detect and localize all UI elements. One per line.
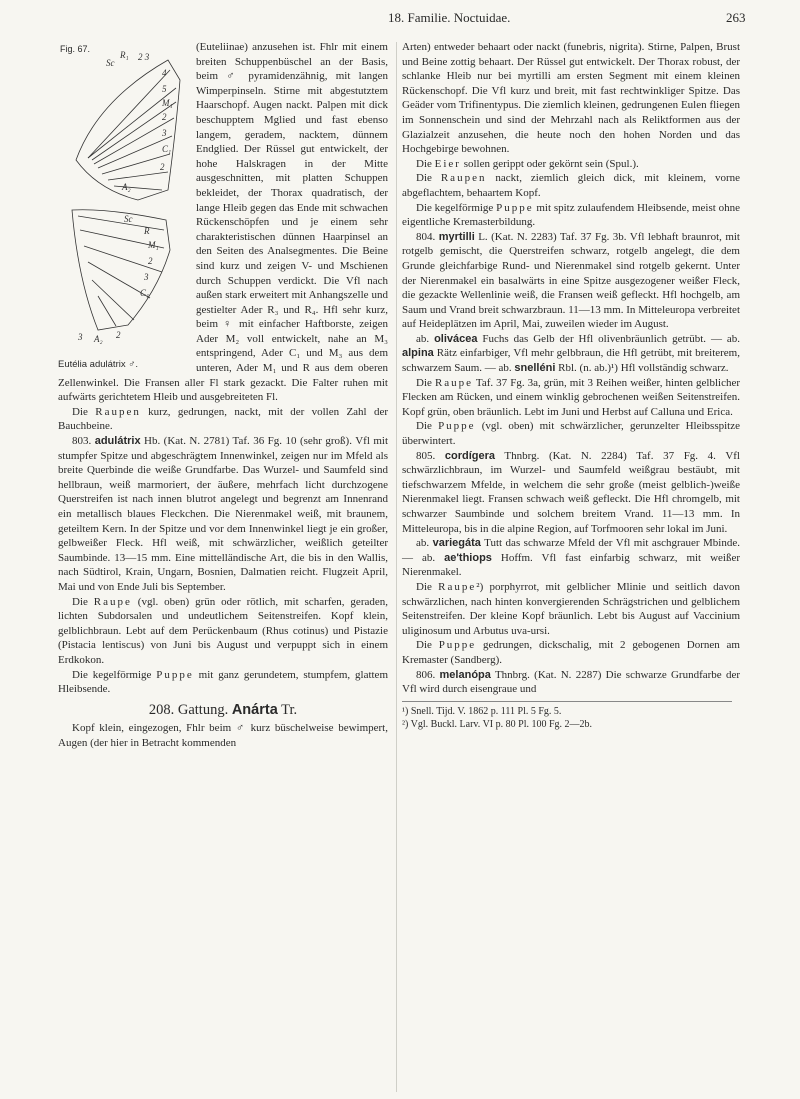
figure-caption: Eutélia adulátrix ♂. — [58, 359, 138, 370]
paragraph-raupe-804: Die Raupe Taf. 37 Fg. 3a, grün, mit 3 Reihen weißer, hinten gelblicher Flecken am Rücken, und einem winklig gebrochenen weißen Seitenstreifen. Kopf grün, oben bräunlich. Lebt im Juni und Herbst auf Calluna und Erica. — [402, 376, 741, 418]
footnote-rule — [402, 701, 732, 702]
svg-text:2: 2 — [162, 112, 167, 122]
svg-text:2: 2 — [116, 330, 121, 340]
paragraph-intro: (Euteliinae) anzusehen ist. Fhlr mit einem breiten Schuppenbüschel an der Basis, beim ♂ pyramidenzähnig, mit langen Wimperpinseln. Stirne mit abgestutztem Haarschopf. Augen nackt. Palpen mit dick beschupptem Mglied und fast ebenso langem, geradem, nacktem, dünnem Endglied. Der Rüssel gut entwickelt, der hohe Halskragen in der Mitte ausgeschnitten, mit platten Schuppen bekleidet, der Thorax quadratisch, der lange Hleib gegen das Ende mit schwachen Rückenschöpfen und je einem sehr charakteristischen dünnen Haarpinsel an den Seiten des Analsegmentes. Die Beine sind kurz und zeigen V- und Mschienen durch Schuppen verdickt. Die Vfl nach außen stark erweitert mit Anhangszelle und gestielter Ader R₃ und R₄. Hfl sehr kurz, beim ♀ mit einfacher Haftborste, zeigen Ader M₂ voll entwickelt, nahe an M₃ entspringend, Ader C₁ und M₃ aus dem unteren, Ader M₁ und R aus dem oberen Zellenwinkel. Die Fransen aller Fl stark gezackt. Die Falter ruhen mit aufwärts gerichtetem Hleib und ausgebreiteten Fl. — [58, 41, 388, 404]
running-header — [0, 10, 800, 32]
aberrations-804: ab. olivácea Fuchs das Gelb der Hfl olivenbräunlich getrübt. — ab. alpina Rätz einfarbiger, Vfl mehr gelbbraun, die Hfl getrübt, mit breiterem, schwarzem Saum. — ab. snelléni Rbl. (n. ab.)¹) Hfl vollständig schwarz. — [402, 332, 741, 375]
figure-67 — [58, 40, 188, 370]
svg-text:5: 5 — [162, 84, 167, 94]
species-806: 806. melanópa Thnbrg. (Kat. N. 2287) Die schwarze Grundfarbe der Vfl wird durch eisengraue und — [402, 668, 741, 696]
svg-text:A₂: A₂ — [94, 334, 103, 344]
svg-text:2 3: 2 3 — [138, 52, 150, 62]
column-divider — [396, 42, 397, 1092]
paragraph-cont: Arten) entweder behaart oder nackt (funebris, nigrita). Stirne, Palpen, Brust und Beine zottig behaart. Der Rüssel gut entwickelt. Der Thorax robust, der schlanke Hleib nur bei myrtilli am ersten Segment mit einem kleinen Rückenschopf. Die Vfl kurz und breit, mit fast rechtwinkliger Spitze. Das Geäder vom Trifinentypus. Die ziemlich kleinen, gedrungenen Eulen fliegen im Sonnenschein und sind der Mehrzahl nach als Reliktformen aus der Glazialzeit anzusehen, die heute noch den hohen Norden und das Hochgebirge bewohnen. — [402, 41, 740, 156]
svg-text:R: R — [144, 226, 150, 236]
paragraph-raupen: Die Raupen kurz, gedrungen, nackt, mit der vollen Zahl der Bauchbeine. — [58, 405, 388, 433]
paragraph-puppe-805: Die Puppe gedrungen, dickschalig, mit 2 gebogenen Dornen am Kremaster (Sandberg). — [402, 639, 740, 666]
left-column — [58, 40, 388, 751]
svg-text:2: 2 — [160, 162, 165, 172]
svg-text:Sc: Sc — [106, 58, 115, 68]
running-title: 18. Familie. Noctuidae. — [388, 10, 511, 25]
svg-text:C₁: C₁ — [140, 288, 150, 298]
page-number: 263 — [726, 10, 746, 25]
species-803: 803. adulátrix Hb. (Kat. N. 2781) Taf. 36 Fg. 10 (sehr groß). Vfl mit stumpfer Spitze und abgeschrägtem Innenwinkel, zeigen nur im Mfeld als breite Querbinde die weiße Grundfarbe. Das Wurzel- und Saumfeld sind hellbraun, weiß marmoriert, der äußere, mehrfach licht durchzogene Querstreifen ist nach innen blutrot angelegt und begrenzt am Innenrand ein metallisch blaues Fleckchen. Die Nierenmakel weiß, mit braunem, geteiltem Kern. In der Spitze und vor dem Innenwinkel liegt je ein großer, gelbweißer Fleck. Hfl weiß, mit schwärzlicher, weißlich geteilter Saumbinde. 13—15 mm. Eine mittelländische Art, die bis in den Wallis, nach Südtirol, Krain, Ungarn, Bosnien, Dalmatien reicht. Flugzeit April, Mai und von Ende Juli bis September. — [58, 435, 389, 593]
figure-label: Fig. 67. — [60, 44, 91, 54]
svg-text:Sc: Sc — [124, 214, 133, 224]
svg-text:C₁: C₁ — [162, 144, 172, 154]
paragraph-puppe-803: Die kegelförmige Puppe mit ganz gerundetem, stumpfem, glattem Hleibsende. — [58, 668, 388, 696]
footnote-2: ²) Vgl. Buckl. Larv. VI p. 80 Pl. 100 Fg. 2—2b. — [402, 718, 593, 730]
footnote-1: ¹) Snell. Tijd. V. 1862 p. 111 Pl. 5 Fg. 5. — [402, 705, 562, 717]
wing-venation-diagram — [58, 40, 188, 360]
svg-text:3: 3 — [78, 332, 83, 342]
paragraph-eier: Die Eier sollen gerippt oder gekörnt sein (Spul.). — [416, 157, 639, 170]
paragraph-puppe-anarta: Die kegelförmige Puppe mit spitz zulaufendem Hleibsende, meist ohne eigentliche Kremasterbildung. — [402, 201, 740, 229]
aberrations-805: ab. variegáta Tutt das schwarze Mfeld der Vfl mit aschgrauer Mbinde. — ab. ae'thiops Hoffm. Vfl fast einfarbig schwarz, mit weißer Nierenmakel. — [402, 537, 741, 579]
svg-text:2: 2 — [148, 256, 153, 266]
svg-text:R₁: R₁ — [120, 50, 129, 60]
section-title-208: 208. Gattung. Anárta Tr. — [148, 701, 298, 718]
right-column — [402, 40, 740, 731]
paragraph-raupe-805: Die Raupe²) porphyrrot, mit gelblicher Mlinie und seitlich davon schwärzlichen, nach hinten konvergierenden Schrägstrichen und gelblichem Seitenstreifen. Der kleine Kopf bräunlich. Lebt bis August auf Vaccinium uliginosum und Arbutus uva-ursi. — [402, 580, 740, 637]
svg-text:3: 3 — [144, 272, 149, 282]
svg-text:3: 3 — [162, 128, 167, 138]
svg-text:A₂: A₂ — [122, 182, 131, 192]
paragraph-raupe-803: Die Raupe (vgl. oben) grün oder rötlich, mit scharfen, geraden, lichten Subdorsalen und undeutlichem Seitenstreifen. Kopf klein, gelblichbraun. Lebt auf dem Perückenbaum (Rhus cotinus) und Pistazie (Pistacia lentiscus) von Juni bis August und verpuppt sich in einem Erdkokon. — [58, 595, 388, 666]
paragraph-anarta: Kopf klein, eingezogen, Fhlr beim ♂ kurz büschelweise bewimpert, Augen (der hier in Betracht kommenden — [58, 722, 388, 749]
paragraph-raupen-anarta: Die Raupen nackt, ziemlich gleich dick, mit kleinem, vorne abgeflachtem, behaartem Kopf. — [402, 172, 741, 199]
paragraph-puppe-804: Die Puppe (vgl. oben) mit schwärzlicher, gerunzelter Hleibsspitze überwintert. — [402, 420, 740, 448]
svg-text:M₁: M₁ — [162, 98, 173, 108]
svg-text:4: 4 — [162, 68, 167, 78]
species-804: 804. myrtilli L. (Kat. N. 2283) Taf. 37 Fg. 3b. Vfl lebhaft braunrot, mit rotgelb gemischt, die Querstreifen schwarz, rotgelb angelegt, die dem Grunde gleichfarbige Rund- und Nierenmakel sind rotgelb gekernt. Unter der Nierenmakel ein basalwärts in eine Spitze ausgezogener weißer Fleck, die gezackte Wellenlinie weiß, die Fransen weiß gefleckt. Hfl hochgelb, am Saum und Vrand breit schwarzbraun. 11—13 mm. In Mitteleuropa verbreitet auf Heideplätzen im April, Mai, zuweilen wieder im August. — [402, 230, 740, 331]
svg-text:M₁: M₁ — [148, 240, 159, 250]
species-name: adulátrix — [94, 435, 141, 448]
species-805: 805. cordígera Thnbrg. (Kat. N. 2284) Taf. 37 Fg. 4. Vfl schwärzlichbraun, im Wurzel- und Saumfeld weißgrau bestäubt, mit tiefschwarzem Mfelde, in welchem die sehr große (meist gelblich-)weiße Nierenmakel liegt. Fransen schwach weiß gefleckt. Die Hfl chromgelb, mit schwarzer Saumbinde und solchem breitem Vrand. 11—13 mm. In Mitteleuropa, bis in die alpine Region, auf Torfmooren sehr lokal im Juni. — [402, 449, 740, 535]
